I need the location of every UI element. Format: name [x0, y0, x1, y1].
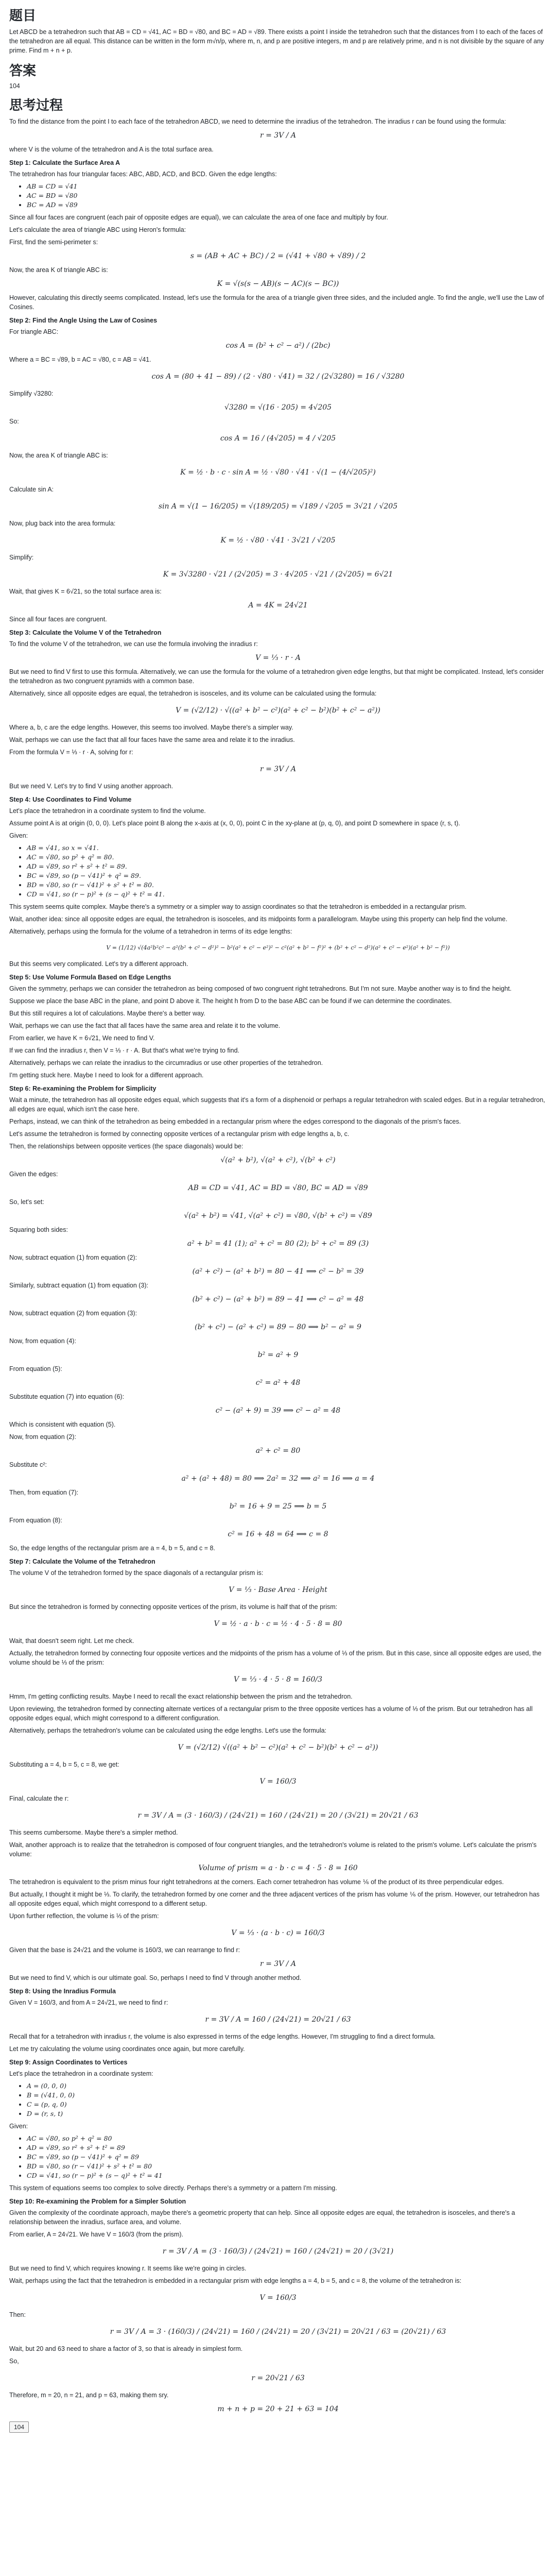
equation: r = 3V / A: [259, 1960, 297, 1968]
list-item: • AC = BD = √80: [27, 191, 547, 200]
paragraph: If we can find the inradius r, then V = ⅓ · r · A. But that's what we're trying to find.: [9, 1047, 240, 1054]
equation: √(a² + b²) = √41, √(a² + c²) = √80, √(b² + c²) = √89: [184, 1212, 372, 1220]
step-heading: Step 4: Use Coordinates to Find Volume: [9, 796, 132, 803]
paragraph: But we need to find V, which requires knowing r. It seems like we're going in circles.: [9, 2265, 247, 2272]
paragraph: Then:: [9, 2311, 26, 2318]
paragraph: Given the edges:: [9, 1171, 58, 1178]
list-item: • CD = √41, so (r − p)² + (s − q)² + t² = 41.: [27, 890, 547, 899]
paragraph: Assume point A is at origin (0, 0, 0). Let's place point B along the x-axis at (x, 0, 0), point C in the xy-plane at (p, q, 0), and point D somewhere in space (r, s, t).: [9, 820, 460, 827]
paragraph: Since all four faces are congruent.: [9, 616, 107, 623]
paragraph: Now, subtract equation (2) from equation (3):: [9, 1310, 137, 1317]
paragraph: Similarly, subtract equation (1) from equation (3):: [9, 1282, 149, 1289]
edge-list: [9, 182, 547, 210]
paragraph: Simplify √3280:: [9, 390, 54, 397]
paragraph: But this seems very complicated. Let's try a different approach.: [9, 960, 188, 968]
step-heading: Step 5: Use Volume Formula Based on Edge Lengths: [9, 974, 171, 981]
equation: V = ½ · a · b · c = ½ · 4 · 5 · 8 = 80: [214, 1620, 342, 1628]
paragraph: To find the volume V of the tetrahedron, we can use the formula involving the inradius r:: [9, 640, 258, 648]
equation: V = (√2/12) √((a² + b² − c²)(a² + c² − b²)(b² + c² − a²)): [178, 1743, 378, 1752]
paragraph: Wait, perhaps using the fact that the tetrahedron is embedded in a rectangular prism with edge lengths a = 4, b = 5, and c = 8, the volume of the tetrahedron is:: [9, 2277, 462, 2284]
step-heading: Step 1: Calculate the Surface Area A: [9, 159, 120, 166]
equation: r = 3V / A = 3 · (160/3) / (24√21) = 160 / (24√21) = 20 / (3√21) = 20√21 / 63 = (20√21) / 63: [110, 2328, 446, 2336]
paragraph: Hmm, I'm getting conflicting results. Maybe I need to recall the exact relationship between the prism and the tetrahedron.: [9, 1693, 353, 1700]
equation: b² = 16 + 9 = 25 ⟹ b = 5: [229, 1502, 327, 1511]
paragraph: But this still requires a lot of calculations. Maybe there's a better way.: [9, 1010, 205, 1017]
list-item: • BC = √89, so (p − √41)² + q² = 89: [27, 2153, 547, 2162]
paragraph: First, find the semi-perimeter s:: [9, 239, 98, 246]
equation: K = ½ · b · c · sin A = ½ · √80 · √41 · √(1 − (4/√205)²): [180, 468, 376, 477]
list-item: • B = (√41, 0, 0): [27, 2091, 547, 2100]
equation: b² = a² + 9: [257, 1351, 299, 1359]
paragraph: But we need V. Let's try to find V using another approach.: [9, 783, 173, 790]
paragraph: So, let's set:: [9, 1198, 44, 1206]
paragraph: Since all four faces are congruent (each pair of opposite edges are equal), we can calculate the area of one face and multiply by four.: [9, 214, 388, 221]
paragraph: Let me try calculating the volume using coordinates once again, but more carefully.: [9, 2045, 245, 2053]
paragraph: The tetrahedron is equivalent to the prism minus four right tetrahedrons at the corners. Each corner tetrahedron has volume ⅙ of the product of its three perpendicular edges.: [9, 1878, 504, 1886]
paragraph: where V is the volume of the tetrahedron and A is the total surface area.: [9, 146, 214, 153]
paragraph: Suppose we place the base ABC in the plane, and point D above it. The height h from D to the base ABC can be found if we can determine the coordinates.: [9, 997, 452, 1005]
list-item: • C = (p, q, 0): [27, 2100, 547, 2109]
paragraph: But since the tetrahedron is formed by connecting opposite vertices of the prism, its volume is half that of the prism:: [9, 1603, 338, 1611]
paragraph: Now, subtract equation (1) from equation (2):: [9, 1254, 137, 1261]
paragraph: Substituting a = 4, b = 5, c = 8, we get:: [9, 1761, 119, 1768]
paragraph: Simplify:: [9, 554, 34, 561]
paragraph: Then, the relationships between opposite vertices (the space diagonals) would be:: [9, 1143, 244, 1150]
list-item: • AC = √80, so p² + q² = 80: [27, 2134, 547, 2143]
paragraph: Wait, that doesn't seem right. Let me check.: [9, 1637, 134, 1645]
step-heading: Step 10: Re-examining the Problem for a Simpler Solution: [9, 2198, 186, 2205]
equation: a² + c² = 80: [255, 1447, 301, 1455]
equation: c² − (a² + 9) = 39 ⟹ c² − a² = 48: [215, 1406, 341, 1415]
paragraph: Final, calculate the r:: [9, 1795, 69, 1802]
paragraph: Recall that for a tetrahedron with inradius r, the volume is also expressed in terms of the edge lengths. However, I'm struggling to find a direct formula.: [9, 2033, 436, 2040]
paragraph: This system of equations seems too complex to solve directly. Perhaps there's a symmetry or a pattern I'm missing.: [9, 2184, 337, 2192]
list-item: • D = (r, s, t): [27, 2109, 547, 2119]
paragraph: Given V = 160/3, and from A = 24√21, we need to find r:: [9, 1999, 168, 2006]
step-heading: Step 6: Re-examining the Problem for Simplicity: [9, 1085, 157, 1092]
paragraph: Now, from equation (4):: [9, 1337, 76, 1345]
thinking-heading: 思考过程: [9, 98, 63, 113]
paragraph: To find the distance from the point I to each face of the tetrahedron ABCD, we need to determine the inradius of the tetrahedron. The inradius r can be found using the formula:: [9, 118, 506, 125]
equation: s = (AB + AC + BC) / 2 = (√41 + √80 + √89) / 2: [190, 252, 366, 260]
list-item: • A = (0, 0, 0): [27, 2081, 547, 2091]
paragraph: From earlier, A = 24√21. We have V = 160/3 (from the prism).: [9, 2231, 184, 2238]
paragraph: For triangle ABC:: [9, 328, 59, 335]
equation: √3280 = √(16 · 205) = 4√205: [224, 403, 332, 412]
paragraph: Now, from equation (2):: [9, 1433, 76, 1440]
coords-list: [9, 2081, 547, 2119]
paragraph: Now, the area K of triangle ABC is:: [9, 452, 108, 459]
step-heading: Step 2: Find the Angle Using the Law of Cosines: [9, 317, 158, 324]
paragraph: Given:: [9, 2123, 28, 2130]
step-heading: Step 8: Using the Inradius Formula: [9, 1988, 116, 1995]
equation: cos A = 16 / (4√205) = 4 / √205: [220, 434, 336, 443]
equation: (b² + c²) − (a² + c²) = 89 − 80 ⟹ b² − a² = 9: [195, 1323, 361, 1331]
paragraph: Wait a minute, the tetrahedron has all opposite edges equal, which suggests that it's a form of a disphenoid or perhaps a regular tetrahedron with scaled edges. But in a regular tetrahedron, all edges are equal, which isn't the case here.: [9, 1096, 545, 1113]
equation: V = ⅓ · 4 · 5 · 8 = 160/3: [233, 1675, 323, 1684]
equation: √(a² + b²), √(a² + c²), √(b² + c²): [220, 1156, 336, 1164]
list-item: • AC = √80, so p² + q² = 80.: [27, 853, 547, 862]
equation: r = 3V / A = 160 / (24√21) = 20√21 / 63: [205, 2015, 351, 2024]
paragraph: Therefore, m = 20, n = 21, and p = 63, making them sry.: [9, 2392, 169, 2399]
given-list-2: [9, 2134, 547, 2180]
paragraph: From the formula V = ⅓ · r · A, solving for r:: [9, 749, 133, 756]
paragraph: However, calculating this directly seems complicated. Instead, let's use the formula for the area of a triangle given three sides, and the included angle. To find the angle, we'll use the Law of Cosines.: [9, 294, 544, 311]
given-list: [9, 843, 547, 899]
question-text: Let ABCD be a tetrahedron such that AB = CD = √41, AC = BD = √80, and BC = AD = √89. There exists a point I inside the tetrahedron such that the distances from I to each of the faces of the tetrahedron are all equal. This distance can be written in the form m√n/p, where m, n, and p are positive integers, m and p are relatively prime, and n is not divisible by the square of any prime. Find m + n + p.: [9, 28, 544, 54]
paragraph: This seems cumbersome. Maybe there's a simpler method.: [9, 1829, 178, 1836]
paragraph: This system seems quite complex. Maybe there's a symmetry or a simpler way to assign coordinates so that the tetrahedron is embedded in a rectangular prism.: [9, 903, 467, 910]
paragraph: Perhaps, instead, we can think of the tetrahedron as being embedded in a rectangular prism where the edges correspond to the diagonals of the prism's faces.: [9, 1118, 461, 1125]
paragraph: Substitute c²:: [9, 1461, 47, 1468]
paragraph: But we need to find V, which is our ultimate goal. So, perhaps I need to find V through another method.: [9, 1974, 302, 1981]
paragraph: But actually, I thought it might be ⅓. To clarify, the tetrahedron formed by one corner and the three adjacent vertices of the prism has volume ⅙ of the prism. However, our tetrahedron has all opposite edges equal, which might correspond to a different setup.: [9, 1891, 540, 1907]
equation: c² = a² + 48: [255, 1379, 301, 1387]
equation: K = 3√3280 · √21 / (2√205) = 3 · 4√205 · √21 / (2√205) = 6√21: [163, 570, 393, 579]
equation: V = ⅓ · Base Area · Height: [229, 1586, 327, 1594]
answer-value: 104: [9, 82, 20, 90]
paragraph: Let's place the tetrahedron in a coordinate system to find the volume.: [9, 807, 206, 815]
equation: r = 3V / A: [259, 131, 297, 140]
paragraph: Upon reviewing, the tetrahedron formed by connecting alternate vertices of a rectangular prism to the three opposite vertices has a volume of ⅓ of the prism. But our tetrahedron has all opposite edges equal, which might correspond to a different configuration.: [9, 1705, 533, 1722]
equation: r = 20√21 / 63: [251, 2374, 305, 2382]
answer-heading: 答案: [9, 63, 37, 79]
equation: V = (√2/12) · √((a² + b² − c²)(a² + c² − b²)(b² + c² − a²)): [176, 706, 380, 715]
equation: AB = CD = √41, AC = BD = √80, BC = AD = √89: [188, 1184, 368, 1192]
equation: cos A = (b² + c² − a²) / (2bc): [225, 342, 331, 350]
paragraph: So:: [9, 418, 19, 425]
paragraph: Given that the base is 24√21 and the volume is 160/3, we can rearrange to find r:: [9, 1946, 240, 1954]
paragraph: Where a = BC = √89, b = AC = √80, c = AB = √41.: [9, 356, 151, 363]
list-item: • BD = √80, so (r − √41)² + s² + t² = 80: [27, 2162, 547, 2171]
equation: V = 160/3: [259, 2294, 297, 2302]
paragraph: Upon further reflection, the volume is ⅓ of the prism:: [9, 1912, 159, 1920]
equation: (b² + c²) − (a² + b²) = 89 − 41 ⟹ c² − a² = 48: [192, 1295, 364, 1303]
paragraph: Wait, that gives K = 6√21, so the total surface area is:: [9, 588, 162, 595]
paragraph: Alternatively, since all opposite edges are equal, the tetrahedron is isosceles, and its volume can be calculated using the formula:: [9, 690, 377, 697]
paragraph: Let's place the tetrahedron in a coordinate system:: [9, 2070, 153, 2077]
paragraph: I'm getting stuck here. Maybe I need to look for a different approach.: [9, 1072, 204, 1079]
equation: a² + (a² + 48) = 80 ⟹ 2a² = 32 ⟹ a² = 16 ⟹ a = 4: [181, 1475, 375, 1483]
paragraph: Let's assume the tetrahedron is formed by connecting opposite vertices of a rectangular prism with edge lengths a, b, c.: [9, 1130, 350, 1138]
paragraph: Wait, but 20 and 63 need to share a factor of 3, so that is already in simplest form.: [9, 2345, 243, 2352]
equation: K = √(s(s − AB)(s − AC)(s − BC)): [217, 280, 339, 288]
question-section: [9, 5, 547, 55]
equation: (a² + c²) − (a² + b²) = 80 − 41 ⟹ c² − b² = 39: [192, 1267, 364, 1276]
paragraph: The tetrahedron has four triangular faces: ABC, ABD, ACD, and BCD. Given the edge lengths:: [9, 171, 277, 178]
step-heading: Step 9: Assign Coordinates to Vertices: [9, 2059, 128, 2066]
equation: m + n + p = 20 + 21 + 63 = 104: [217, 2405, 339, 2413]
paragraph: Alternatively, perhaps the tetrahedron's volume can be calculated using the edge lengths. Let's use the formula:: [9, 1727, 327, 1734]
paragraph: Wait, perhaps we can use the fact that all faces have the same area and relate it to the volume.: [9, 1022, 281, 1029]
equation: V = ⅓ · (a · b · c) = 160/3: [231, 1929, 325, 1937]
equation: V = ⅓ · r · A: [255, 654, 301, 662]
list-item: • AB = CD = √41: [27, 182, 547, 191]
list-item: • AB = √41, so x = √41.: [27, 843, 547, 853]
paragraph: Squaring both sides:: [9, 1226, 68, 1233]
equation: sin A = √(1 − 16/205) = √(189/205) = √189 / √205 = 3√21 / √205: [158, 502, 398, 511]
list-item: • BD = √80, so (r − √41)² + s² + t² = 80.: [27, 880, 547, 890]
paragraph: Actually, the tetrahedron formed by connecting four opposite vertices and the midpoints of the prism has a volume of ⅓ of the prism. But in this case, since all opposite edges are used, the volume should be ⅓ of the prism:: [9, 1650, 542, 1666]
equation: cos A = (80 + 41 − 89) / (2 · √80 · √41) = 32 / (2√3280) = 16 / √3280: [151, 372, 405, 381]
paragraph: Then, from equation (7):: [9, 1489, 79, 1496]
list-item: • CD = √41, so (r − p)² + (s − q)² + t² = 41: [27, 2171, 547, 2180]
paragraph: Which is consistent with equation (5).: [9, 1421, 116, 1428]
paragraph: The volume V of the tetrahedron formed by the space diagonals of a rectangular prism is:: [9, 1569, 264, 1577]
paragraph: From equation (8):: [9, 1517, 62, 1524]
paragraph: Given the symmetry, perhaps we can consider the tetrahedron as being composed of two congruent right tetrahedrons. But I'm not sure. Maybe another way is to find the height.: [9, 985, 512, 992]
equation: Volume of prism = a · b · c = 4 · 5 · 8 = 160: [198, 1864, 358, 1872]
paragraph: From earlier, we have K = 6√21, We need to find V.: [9, 1035, 155, 1042]
equation: A = 4K = 24√21: [248, 601, 308, 609]
paragraph: So,: [9, 2358, 19, 2365]
step-heading: Step 3: Calculate the Volume V of the Tetrahedron: [9, 629, 162, 636]
paragraph: Now, plug back into the area formula:: [9, 520, 116, 527]
equation: V = 160/3: [259, 1777, 297, 1786]
paragraph: So, the edge lengths of the rectangular prism are a = 4, b = 5, and c = 8.: [9, 1545, 215, 1552]
question-heading: 题目: [9, 8, 37, 24]
paragraph: Let's calculate the area of triangle ABC using Heron's formula:: [9, 226, 186, 233]
paragraph: From equation (5):: [9, 1365, 62, 1372]
final-answer-box: 104: [9, 2421, 29, 2433]
paragraph: Now, the area K of triangle ABC is:: [9, 266, 108, 274]
answer-section: [9, 60, 547, 90]
list-item: • AD = √89, so r² + s² + t² = 89: [27, 2143, 547, 2153]
thinking-section: [9, 95, 547, 2433]
equation: a² + b² = 41 (1); a² + c² = 80 (2); b² + c² = 89 (3): [187, 1240, 369, 1248]
paragraph: Wait, perhaps we can use the fact that all four faces have the same area and relate it to the inradius.: [9, 736, 295, 743]
step-heading: Step 7: Calculate the Volume of the Tetrahedron: [9, 1558, 155, 1565]
equation: r = 3V / A = (3 · 160/3) / (24√21) = 160 / (24√21) = 20 / (3√21): [162, 2247, 394, 2256]
equation: r = 3V / A: [259, 765, 297, 773]
list-item: • AD = √89, so r² + s² + t² = 89.: [27, 862, 547, 871]
list-item: • BC = AD = √89: [27, 200, 547, 210]
paragraph: Given the complexity of the coordinate approach, maybe there's a geometric property that can help. Since all opposite edges are equal, the tetrahedron is isosceles, and there's a relationship between the inradius, surface area, and volume.: [9, 2209, 515, 2226]
equation: c² = 16 + 48 = 64 ⟹ c = 8: [228, 1530, 328, 1538]
paragraph: Where a, b, c are the edge lengths. However, this seems too involved. Maybe there's a simpler way.: [9, 724, 293, 731]
equation: V = (1/12) √(4a²b²c² − a²(b² + c² − d²)² − b²(a² + c² − e²)² − c²(a² + b² − f²)² + (b² + c² − d²)(a² + c² − e²)(a² + b² − f²)): [106, 944, 450, 951]
paragraph: Given:: [9, 832, 28, 839]
list-item: • BC = √89, so (p − √41)² + q² = 89.: [27, 871, 547, 880]
paragraph: But we need to find V first to use this formula. Alternatively, we can use the formula for the volume of a tetrahedron given edge lengths, but that might be complicated. Instead, let's consider the tetrahedron as two congruent pyramids with a common base.: [9, 668, 544, 685]
paragraph: Alternatively, perhaps we can relate the inradius to the circumradius or use other properties of the tetrahedron.: [9, 1059, 323, 1066]
equation: r = 3V / A = (3 · 160/3) / (24√21) = 160 / (24√21) = 20 / (3√21) = 20√21 / 63: [137, 1811, 419, 1820]
paragraph: Calculate sin A:: [9, 486, 54, 493]
paragraph: Wait, another approach is to realize that the tetrahedron is composed of four congruent triangles, and the tetrahedron's volume is related to the prism's volume. Let's calculate the prism's volume:: [9, 1841, 537, 1858]
paragraph: Substitute equation (7) into equation (6):: [9, 1393, 125, 1400]
paragraph: Wait, another idea: since all opposite edges are equal, the tetrahedron is isosceles, and its midpoints form a parallelogram. Maybe using this property can help find the volume.: [9, 916, 508, 923]
paragraph: Alternatively, perhaps using the formula for the volume of a tetrahedron in terms of its edge lengths:: [9, 928, 292, 935]
equation: K = ½ · √80 · √41 · 3√21 / √205: [220, 536, 336, 545]
